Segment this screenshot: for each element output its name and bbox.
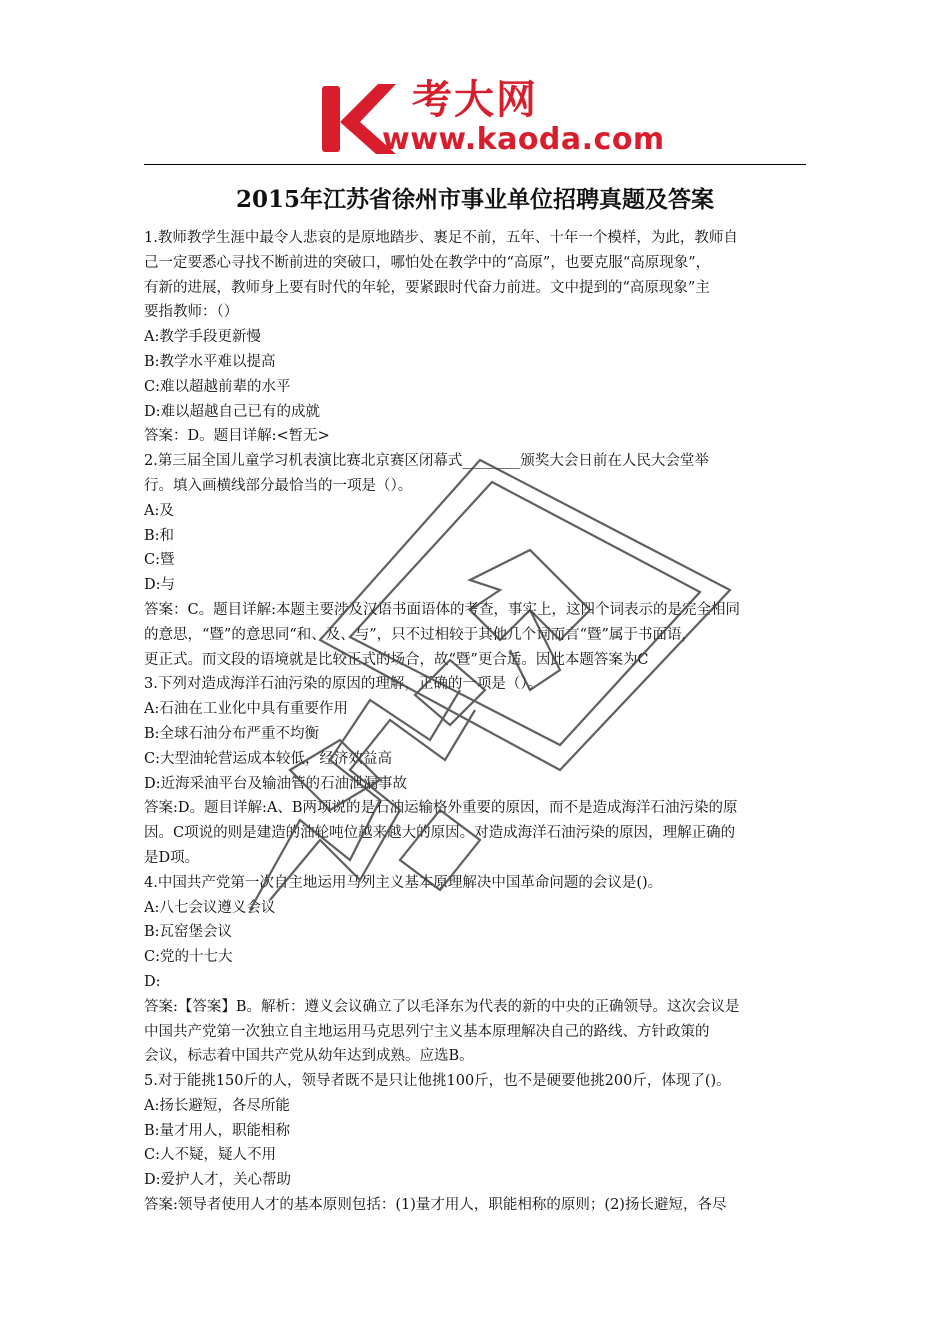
text-line: 是D项。: [144, 849, 200, 866]
text-line: 行。填入画横线部分最恰当的一项是（）。: [144, 477, 413, 494]
text-line: B:瓦窑堡会议: [144, 924, 233, 941]
text-line: C:党的十七大: [144, 949, 233, 966]
text-line: 1.教师教学生涯中最令人悲哀的是原地踏步、裹足不前，五年、十年一个模样，为此，教师自: [144, 230, 738, 246]
text-line: 5.对于能挑150斤的人，领导者既不是只让他挑100斤，也不是硬要他挑200斤，体现了()。: [144, 1073, 731, 1090]
text-line: B:教学水平难以提高: [144, 353, 276, 370]
text-line: C:大型油轮营运成本较低，经济效益高: [144, 750, 392, 767]
text-line: C:暨: [144, 552, 175, 569]
text-line: B:和: [144, 527, 175, 544]
text-line: 答案：C。题目详解:本题主要涉及汉语书面语体的考查，事实上，这四个词表示的是完全相同: [144, 601, 740, 618]
text-line: 己一定要悉心寻找不断前进的突破口，哪怕处在教学中的“高原”，也要克服“高原现象”，: [144, 254, 711, 271]
text-line: A:及: [144, 502, 174, 519]
text-line: 中国共产党第一次独立自主地运用马克思列宁主义基本原理解决自己的路线、方针政策的: [144, 1023, 710, 1040]
text-line: A:扬长避短，各尽所能: [144, 1097, 290, 1114]
header-divider: [144, 164, 806, 165]
text-line: 答案:D。题目详解:A、B两项说的是石油运输格外重要的原因，而不是造成海洋石油污染的原: [144, 800, 738, 817]
document-body: [144, 226, 808, 1218]
document-title: 2015年江苏省徐州市事业单位招聘真题及答案: [235, 186, 714, 213]
logo-url-text: www.kaoda.com: [382, 122, 665, 157]
text-line: 3.下列对造成海洋石油污染的原因的理解，正确的一项是（）。: [144, 676, 543, 693]
text-line: D:近海采油平台及输油管的石油泄漏事故: [144, 775, 408, 792]
text-line: 4.中国共产党第一次自主地运用马列主义基本原理解决中国革命问题的会议是()。: [144, 874, 663, 891]
text-line: 有新的进展，教师身上要有时代的年轮，要紧跟时代奋力前进。文中提到的“高原现象”主: [144, 279, 710, 296]
text-line: 的意思，“暨”的意思同“和、及、与”，只不过相较于其他几个词而言“暨”属于书面语，: [144, 626, 696, 643]
text-line: C:难以超越前辈的水平: [144, 378, 291, 395]
text-line: 答案：D。题目详解:<暂无>: [144, 428, 330, 445]
text-line: A:石油在工业化中具有重要作用: [144, 701, 348, 718]
text-line: 要指教师：（）: [144, 304, 239, 321]
text-line: D:难以超越自己已有的成就: [144, 403, 321, 420]
text-line: 因。C项说的则是建造的油轮吨位越来越大的原因。对造成海洋石油污染的原因，理解正确的: [144, 825, 736, 842]
text-line: D:: [144, 973, 161, 990]
text-line: 2.第三届全国儿童学习机表演比赛北京赛区闭幕式________颁奖大会日前在人民大会堂举: [144, 453, 709, 470]
logo-brand-text: 考大网: [412, 77, 538, 123]
text-line: B:量才用人，职能相称: [144, 1122, 291, 1139]
kaoda-logo: [320, 77, 665, 160]
text-line: 更正式。而文段的语境就是比较正式的场合，故“暨”更合适。因此本题答案为C: [144, 651, 649, 668]
text-line: 答案:【答案】B。解析：遵义会议确立了以毛泽东为代表的新的中央的正确领导。这次会议是: [144, 998, 740, 1015]
text-line: D:与: [144, 577, 176, 594]
text-line: D:爱护人才，关心帮助: [144, 1172, 292, 1189]
text-line: 答案:领导者使用人才的基本原则包括：(1)量才用人，职能相称的原则；(2)扬长避短，各尽: [144, 1197, 727, 1214]
text-line: 会议，标志着中国共产党从幼年达到成熟。应选B。: [144, 1048, 474, 1065]
text-line: B:全球石油分布严重不均衡: [144, 725, 320, 742]
text-line: C:人不疑，疑人不用: [144, 1147, 276, 1164]
text-line: A:八七会议遵义会议: [144, 899, 276, 916]
text-line: A:教学手段更新慢: [144, 329, 261, 346]
